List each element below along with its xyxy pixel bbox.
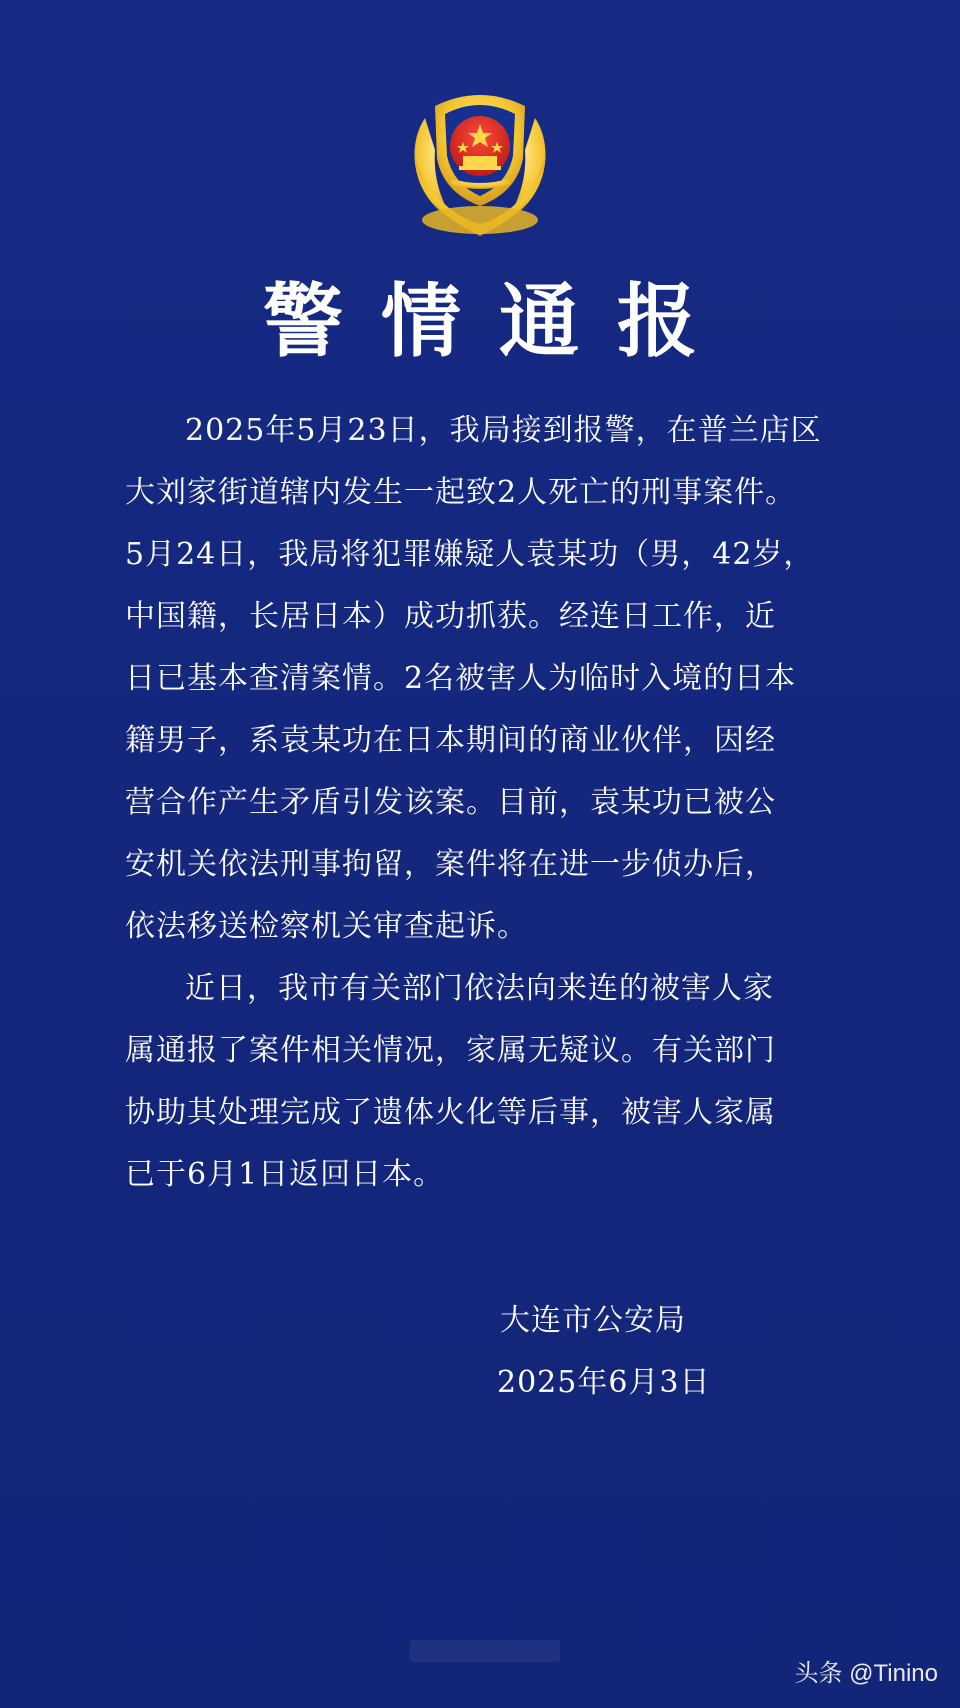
- paragraph-1: [125, 400, 835, 958]
- text-line: 属通报了案件相关情况，家属无疑议。有关部门: [125, 1033, 776, 1068]
- text-line: 2025年5月23日，我局接到报警，在普兰店区: [185, 413, 822, 448]
- text-line: 依法移送检察机关审查起诉。: [125, 909, 528, 944]
- signature-block: [497, 1290, 711, 1414]
- text-line: 大刘家街道辖内发生一起致2人死亡的刑事案件。: [125, 475, 797, 510]
- police-emblem: [405, 88, 555, 240]
- notice-title: 警情通报: [263, 275, 735, 368]
- text-line: 已于6月1日返回日本。: [125, 1157, 445, 1192]
- text-line: 近日，我市有关部门依法向来连的被害人家: [185, 971, 774, 1006]
- notice-body: [125, 400, 835, 1206]
- paragraph-2: [125, 958, 835, 1206]
- text-line: 中国籍，长居日本）成功抓获。经连日工作，近: [125, 599, 776, 634]
- issuing-organization: 大连市公安局: [500, 1303, 686, 1338]
- blurred-overlay: [410, 1640, 560, 1662]
- text-line: 营合作产生矛盾引发该案。目前，袁某功已被公: [125, 785, 776, 820]
- text-line: 协助其处理完成了遗体火化等后事，被害人家属: [125, 1095, 776, 1130]
- text-line: 5月24日，我局将犯罪嫌疑人袁某功（男，42岁，: [125, 537, 815, 572]
- watermark: 头条 @Tinino: [794, 1660, 938, 1687]
- text-line: 籍男子，系袁某功在日本期间的商业伙伴，因经: [125, 723, 776, 758]
- issue-date: 2025年6月3日: [497, 1365, 711, 1400]
- text-line: 安机关依法刑事拘留，案件将在进一步侦办后，: [125, 847, 776, 882]
- text-line: 日已基本查清案情。2名被害人为临时入境的日本: [125, 661, 797, 696]
